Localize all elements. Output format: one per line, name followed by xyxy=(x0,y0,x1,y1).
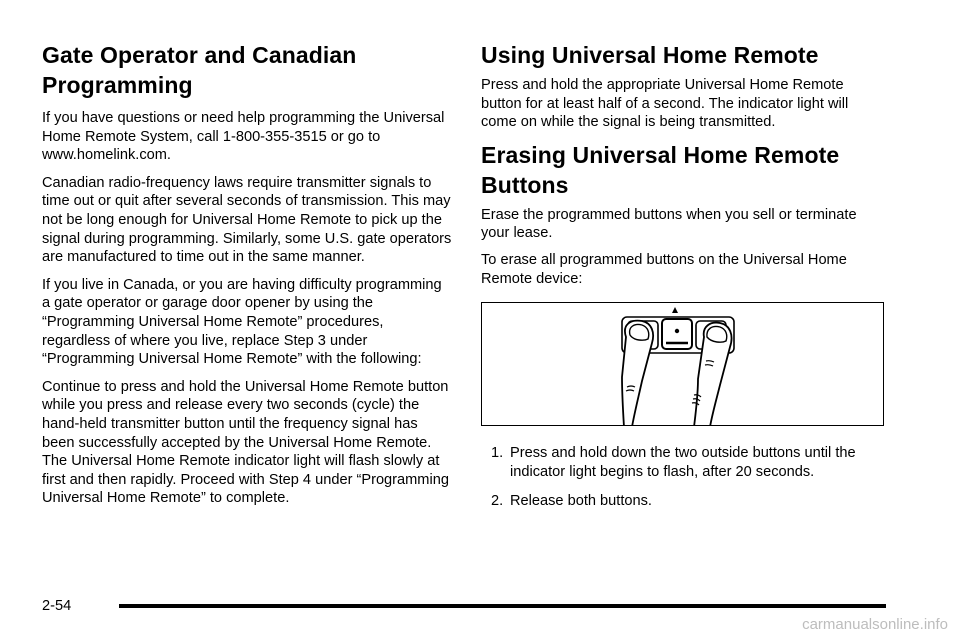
fingers-pressing-buttons-icon xyxy=(482,303,884,426)
watermark: carmanualsonline.info xyxy=(802,616,948,633)
paragraph-continue: Continue to press and hold the Universal Home Remote button while you press and release every two seconds (cycle) the hand-held transmitter button until the frequency signal has been successfully accepted by the Universal Home Remote. The Universal Home Remote indicator light will flash slowly at first and then rapidly. Proceed with Step 4 under “Programming Universal Home Remote” to complete. xyxy=(42,378,449,507)
step-number: 2. xyxy=(491,493,504,510)
step-number: 1. xyxy=(491,445,504,462)
page-footer xyxy=(42,597,887,617)
paragraph-if-canada: If you live in Canada, or you are having difficulty programming a gate operator or garage door opener by using the “Programming Universal Home Remote” procedures, regardless of where you live, replace Step 3 under “Programming Universal Home Remote” with the following: xyxy=(42,276,442,368)
step-text: Press and hold down the two outside buttons until the indicator light begins to flash, after 20 seconds. xyxy=(510,445,856,480)
remote-buttons-illustration xyxy=(481,302,884,426)
footer-divider xyxy=(119,604,886,608)
paragraph-help: If you have questions or need help programming the Universal Home Remote System, call 1-800-355-3515 or go to www.homelink.com. xyxy=(42,110,445,164)
page-number: 2-54 xyxy=(42,598,72,614)
erase-steps-list xyxy=(481,444,886,511)
step-text: Release both buttons. xyxy=(510,493,652,510)
paragraph-erase-sell: Erase the programmed buttons when you sell or terminate your lease. xyxy=(481,206,857,242)
list-item xyxy=(481,444,886,481)
paragraph-using: Press and hold the appropriate Universal Home Remote button for at least half of a second. The indicator light will come on while the signal is being transmitted. xyxy=(481,77,849,131)
indicator-light-icon xyxy=(675,329,679,333)
section-heading-erasing: Erasing Universal Home Remote Buttons xyxy=(481,141,840,198)
section-heading-gate-operator: Gate Operator and Canadian Programming xyxy=(42,42,357,98)
middle-remote-button xyxy=(662,319,692,349)
paragraph-canadian-laws: Canadian radio-frequency laws require transmitter signals to time out or quit after several seconds of transmission. This may not be long enough for Universal Home Remote to pick up the signal during programming. Similarly, some U.S. gate operators are manufactured to time out in the same manner. xyxy=(42,174,452,266)
left-column xyxy=(42,40,452,517)
indicator-arrow-icon xyxy=(672,307,678,313)
paragraph-erase-all: To erase all programmed buttons on the Universal Home Remote device: xyxy=(481,251,847,287)
section-heading-using: Using Universal Home Remote xyxy=(481,42,819,68)
right-column xyxy=(481,40,886,522)
list-item xyxy=(481,492,886,511)
